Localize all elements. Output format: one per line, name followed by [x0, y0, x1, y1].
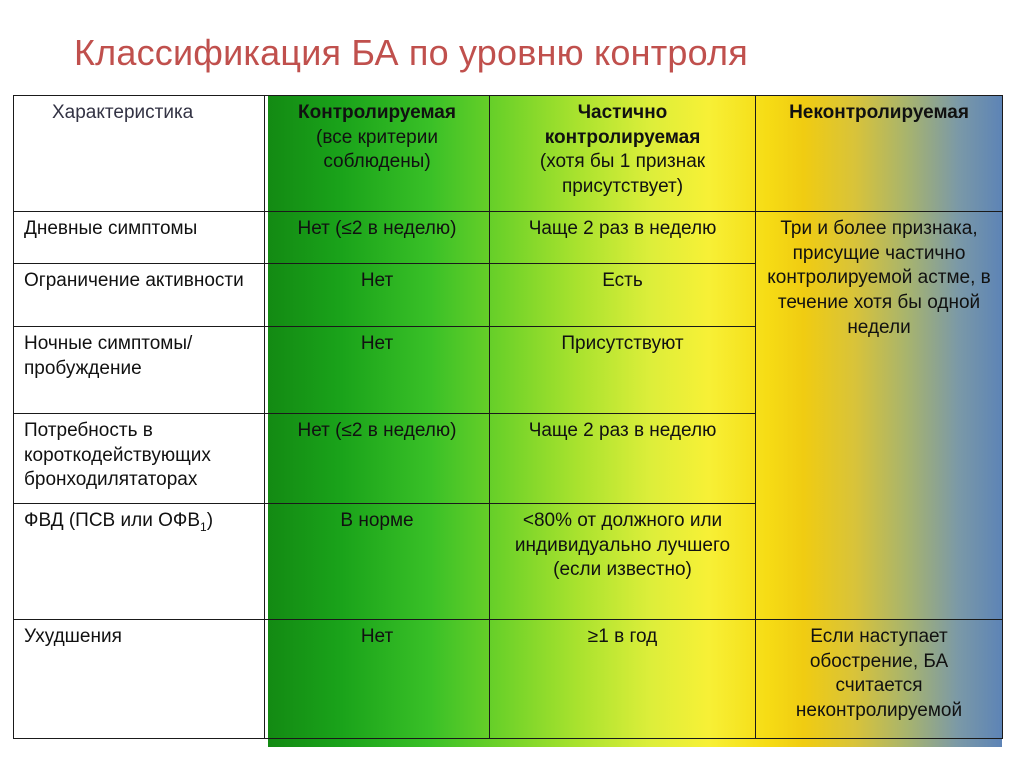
row-partial-value: Чаще 2 раз в неделю — [490, 212, 756, 264]
row-partial-value: Присутствуют — [490, 327, 756, 414]
row-label-tail: ) — [206, 510, 214, 531]
row-label: Ухудшения — [14, 620, 265, 739]
row-controlled-value: Нет — [265, 264, 490, 327]
header-partial-title: Частично контролируемая — [544, 102, 701, 148]
row-partial-value: <80% от должного или индивидуально лучшего (если известно) — [490, 504, 756, 620]
page-title: Классификация БА по уровню контроля — [74, 32, 748, 73]
table-row — [14, 212, 1003, 264]
classification-table — [13, 95, 1003, 739]
row-label: Ограничение активности — [14, 264, 265, 327]
row-partial-value: Есть — [490, 264, 756, 327]
header-partial — [490, 96, 756, 212]
row-controlled-value: Нет (≤2 в неделю) — [265, 414, 490, 504]
header-uncontrolled-title: Неконтролируемая — [789, 102, 969, 123]
header-characteristic: Характеристика — [14, 96, 265, 212]
row-label — [14, 504, 265, 620]
table-header-row — [14, 96, 1003, 212]
row-controlled-value: Нет (≤2 в неделю) — [265, 212, 490, 264]
header-uncontrolled — [756, 96, 1003, 212]
table-row — [14, 620, 1003, 739]
header-controlled-note: (все критерии соблюдены) — [316, 126, 438, 173]
row-label: Дневные симптомы — [14, 212, 265, 264]
row-partial-value: ≥1 в год — [490, 620, 756, 739]
header-controlled-title: Контролируемая — [298, 102, 456, 123]
row-controlled-value: В норме — [265, 504, 490, 620]
uncontrolled-exacerbation-cell: Если наступает обострение, БА считается неконтролируемой — [756, 620, 1003, 739]
row-controlled-value: Нет — [265, 620, 490, 739]
header-controlled — [265, 96, 490, 212]
row-label-text: ФВД (ПСВ или ОФВ — [24, 510, 200, 531]
row-label-subscript: 1 — [200, 519, 207, 534]
row-label: Потребность в короткодействующих бронходилятаторах — [14, 414, 265, 504]
row-label: Ночные симптомы/пробуждение — [14, 327, 265, 414]
uncontrolled-merged-cell: Три и более признака, присущие частично контролируемой астме, в течение хотя бы одной недели — [756, 212, 1003, 620]
header-partial-note: (хотя бы 1 признак присутствует) — [539, 151, 706, 198]
row-controlled-value: Нет — [265, 327, 490, 414]
row-partial-value: Чаще 2 раз в неделю — [490, 414, 756, 504]
